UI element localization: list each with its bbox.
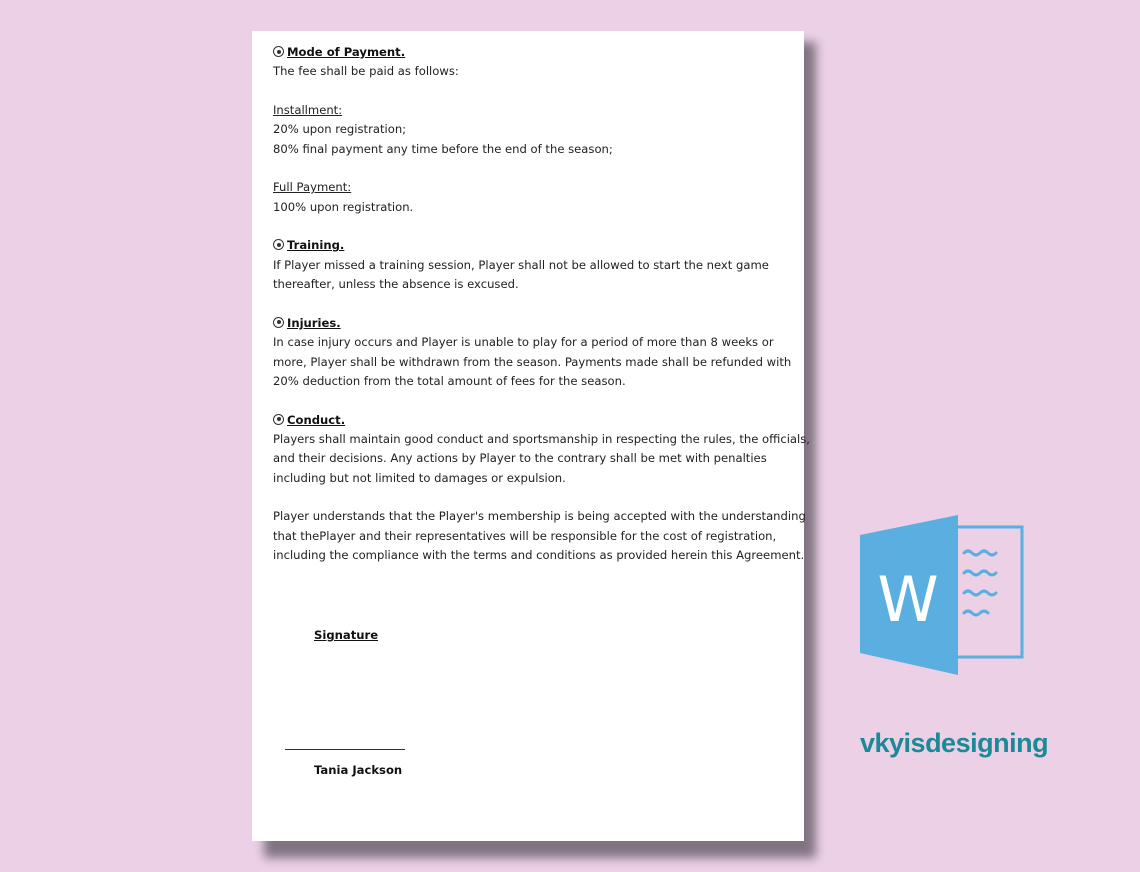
- subheading-line: Installment:: [273, 103, 343, 118]
- soccer-ball-icon: [273, 317, 284, 328]
- section-heading: [273, 411, 794, 430]
- blank-line: [273, 82, 794, 101]
- body-line: In case injury occurs and Player is unable to play for a period of more than 8 weeks or: [273, 335, 774, 350]
- body-line: If Player missed a training session, Player shall not be allowed to start the next game: [273, 257, 769, 272]
- text-line-icon: [964, 591, 996, 595]
- blank-line: [273, 217, 794, 236]
- closing-line: Player understands that the Player's membership is being accepted with the understanding: [273, 509, 806, 524]
- section-heading-text: Mode of Payment.: [287, 45, 406, 59]
- text-line-icon: [964, 571, 996, 575]
- blank-line: [273, 159, 794, 178]
- body-line: more, Player shall be withdrawn from the season. Payments made shall be refunded with: [273, 354, 792, 369]
- soccer-ball-icon: [273, 414, 284, 425]
- blank-line: [273, 294, 794, 313]
- subheading-line: Full Payment:: [273, 180, 352, 195]
- section-heading: [273, 236, 794, 255]
- word-document-icon: [860, 515, 1030, 677]
- section-heading-text: Training.: [287, 238, 345, 253]
- document-page: [252, 31, 810, 841]
- body-line: 80% final payment any time before the end of the season;: [273, 141, 613, 156]
- body-line: thereafter, unless the absence is excused.: [273, 277, 519, 292]
- body-line: 20% deduction from the total amount of fees for the season.: [273, 373, 626, 388]
- soccer-ball-icon: [273, 239, 284, 250]
- body-line: and their decisions. Any actions by Player to the contrary shall be met with penalties: [273, 451, 767, 466]
- body-line: including but not limited to damages or expulsion.: [273, 470, 566, 485]
- text-line-icon: [964, 551, 996, 555]
- text-line-icon: [964, 611, 988, 615]
- body-line: Players shall maintain good conduct and sportsmanship in respecting the rules, the officials,: [273, 431, 810, 446]
- soccer-ball-icon: [273, 46, 284, 57]
- body-line: 100% upon registration.: [273, 199, 414, 214]
- closing-line: that thePlayer and their representatives will be responsible for the cost of registration,: [273, 528, 777, 543]
- word-letter: W: [877, 563, 939, 636]
- section-heading: [273, 314, 794, 333]
- body-line: The fee shall be paid as follows:: [273, 64, 459, 79]
- blank-line: [273, 391, 794, 410]
- document-body: [273, 43, 810, 565]
- closing-line: including the compliance with the terms and conditions as provided herein this Agreement.: [273, 547, 805, 562]
- section-heading-text: Conduct.: [287, 412, 346, 427]
- blank-line: [273, 488, 794, 507]
- signer-name: Tania Jackson: [314, 763, 403, 777]
- body-line: 20% upon registration;: [273, 122, 407, 137]
- section-heading-text: Injuries.: [287, 315, 341, 330]
- section-heading: [273, 43, 794, 62]
- signature-label: Signature: [314, 628, 379, 642]
- signature-line: [285, 749, 405, 750]
- brand-name: vkyisdesigning: [860, 728, 1049, 758]
